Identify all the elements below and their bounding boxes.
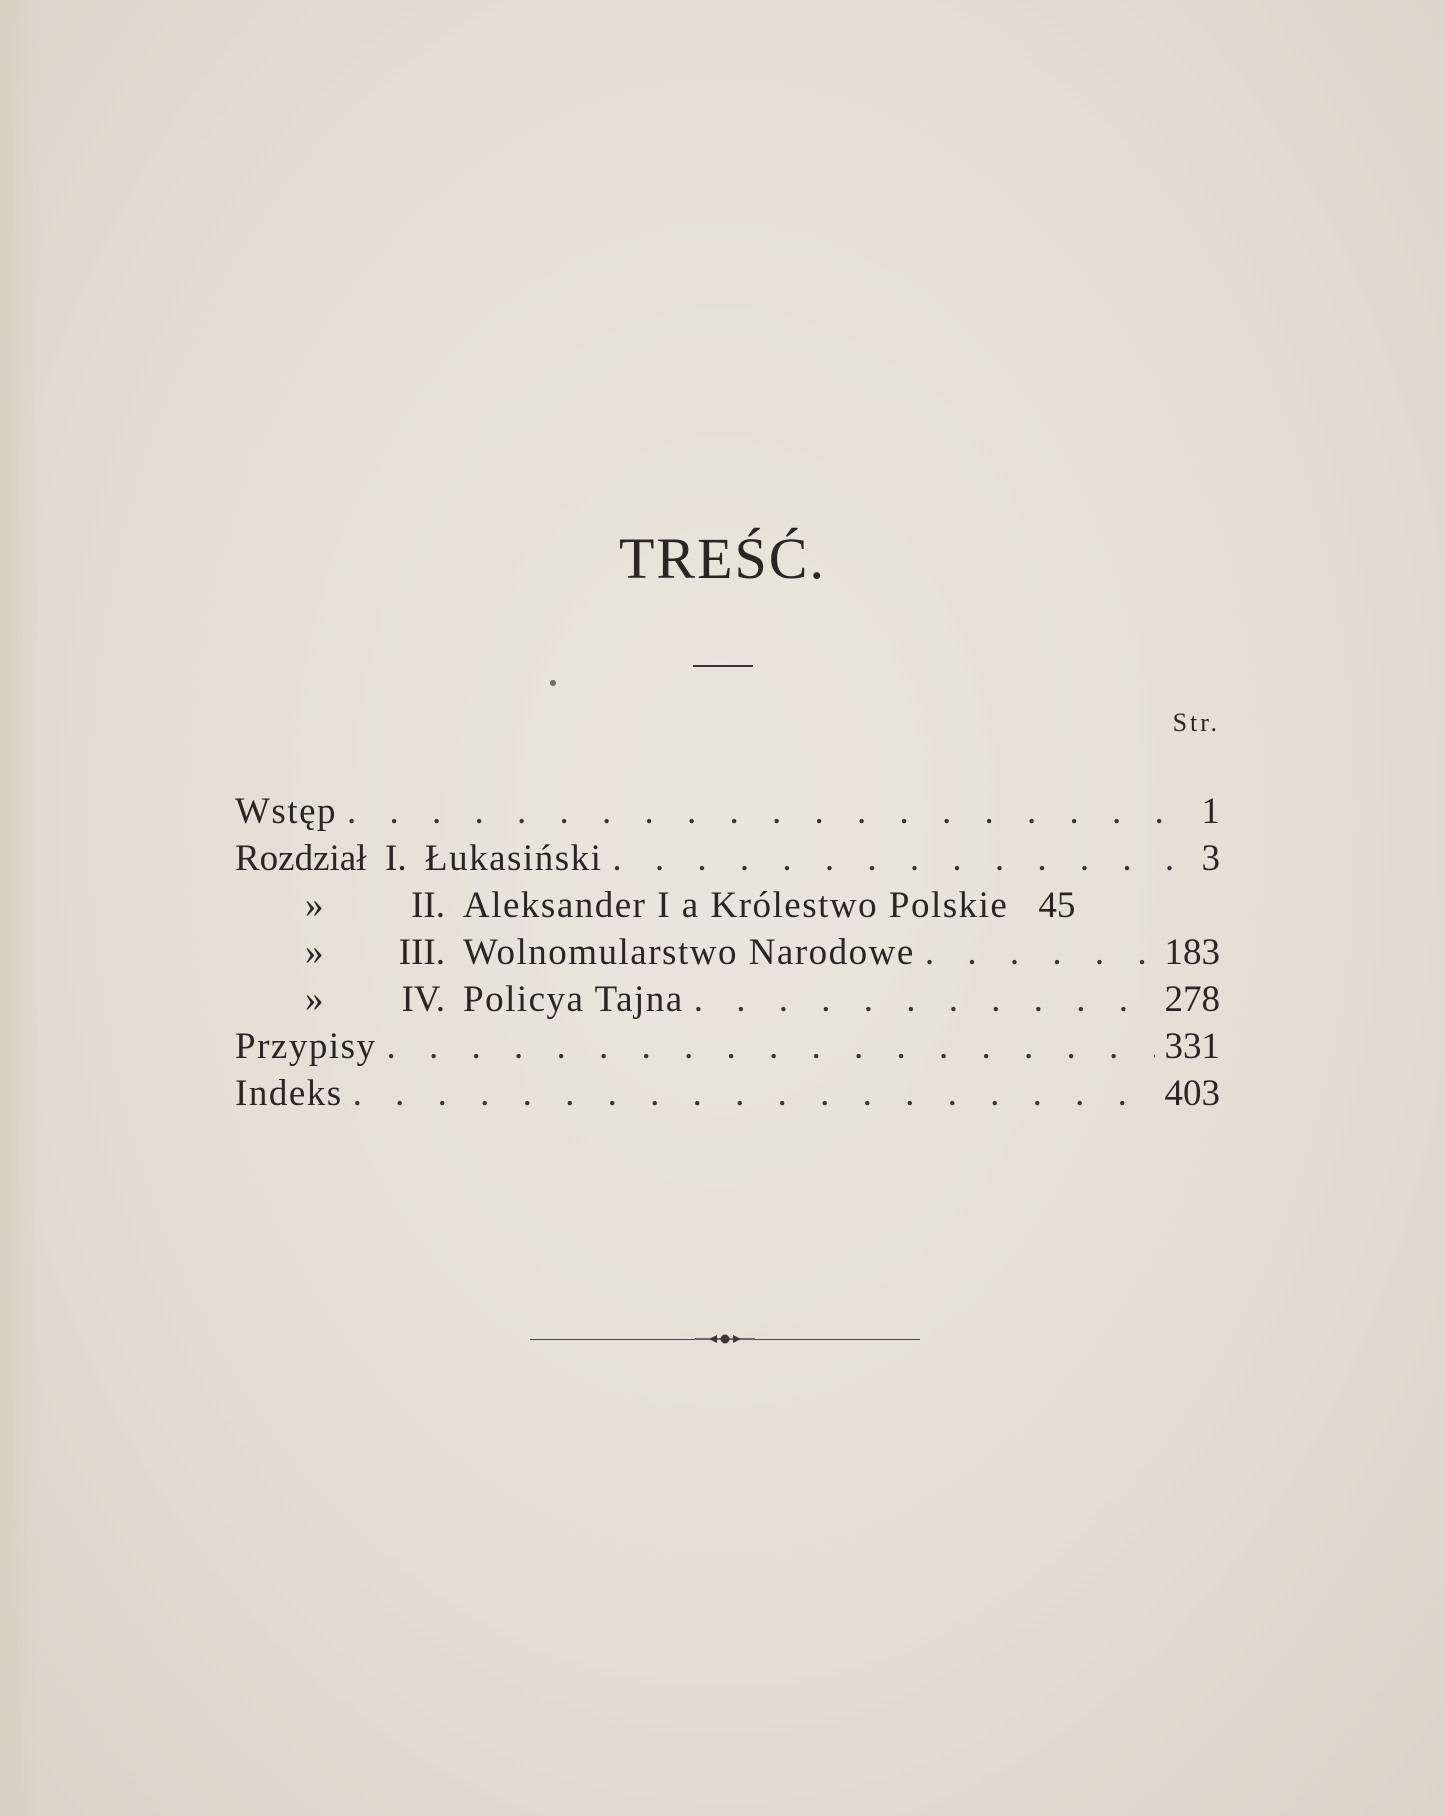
toc-entry-wstep [235, 788, 1220, 835]
toc-entry-page: 45 [1038, 885, 1076, 926]
toc-entry-label: Indeks [235, 1073, 343, 1114]
toc-entry-chapter-2 [235, 882, 1220, 929]
toc-entry-page: 3 [1201, 838, 1220, 879]
toc-entry-label: Wolnomularstwo Narodowe [463, 932, 915, 973]
toc-entry-chapter-3 [235, 929, 1220, 976]
dot-leader [694, 976, 1155, 1023]
dot-leader [612, 835, 1180, 882]
toc-entry-page: 278 [1164, 979, 1220, 1020]
dot-leader [353, 1070, 1155, 1117]
title-divider [693, 665, 753, 667]
toc-entry-chapter-4 [235, 976, 1220, 1023]
toc-entry-page: 183 [1164, 932, 1220, 973]
chapter-numeral: IV. [401, 979, 445, 1020]
page-title: TREŚĆ. [619, 526, 826, 591]
toc-entry-page: 331 [1164, 1026, 1220, 1067]
ditto-marker: » [305, 885, 324, 926]
chapter-numeral: II. [411, 885, 445, 926]
page-column-label: Str. [1172, 708, 1220, 737]
toc-entry-indeks [235, 1070, 1220, 1117]
ornament-rule-right [755, 1339, 920, 1340]
ornament-rule-left [530, 1339, 695, 1340]
page-binding-shadow [0, 0, 40, 1816]
table-of-contents [235, 788, 1220, 1117]
toc-entry-label: Aleksander I a Królestwo Polskie [463, 885, 1009, 926]
chapter-numeral: I. [385, 838, 407, 879]
ornament-icon [695, 1330, 755, 1348]
dot-leader [387, 1023, 1155, 1070]
ditto-marker: » [305, 932, 324, 973]
ditto-marker: » [305, 979, 324, 1020]
toc-entry-label: Wstęp [235, 791, 338, 832]
toc-entry-page: 403 [1164, 1073, 1220, 1114]
toc-entry-label: Łukasiński [425, 838, 603, 879]
toc-entry-label: Przypisy [235, 1026, 377, 1067]
toc-entry-page: 1 [1201, 791, 1220, 832]
chapter-numeral: III. [398, 932, 445, 973]
toc-entry-label: Policya Tajna [463, 979, 684, 1020]
dot-leader [347, 788, 1180, 835]
toc-entry-przypisy [235, 1023, 1220, 1070]
toc-entry-chapter-1 [235, 835, 1220, 882]
chapter-marker: Rozdział [235, 838, 367, 879]
dot-leader [925, 929, 1155, 976]
paper-speck [550, 680, 556, 686]
